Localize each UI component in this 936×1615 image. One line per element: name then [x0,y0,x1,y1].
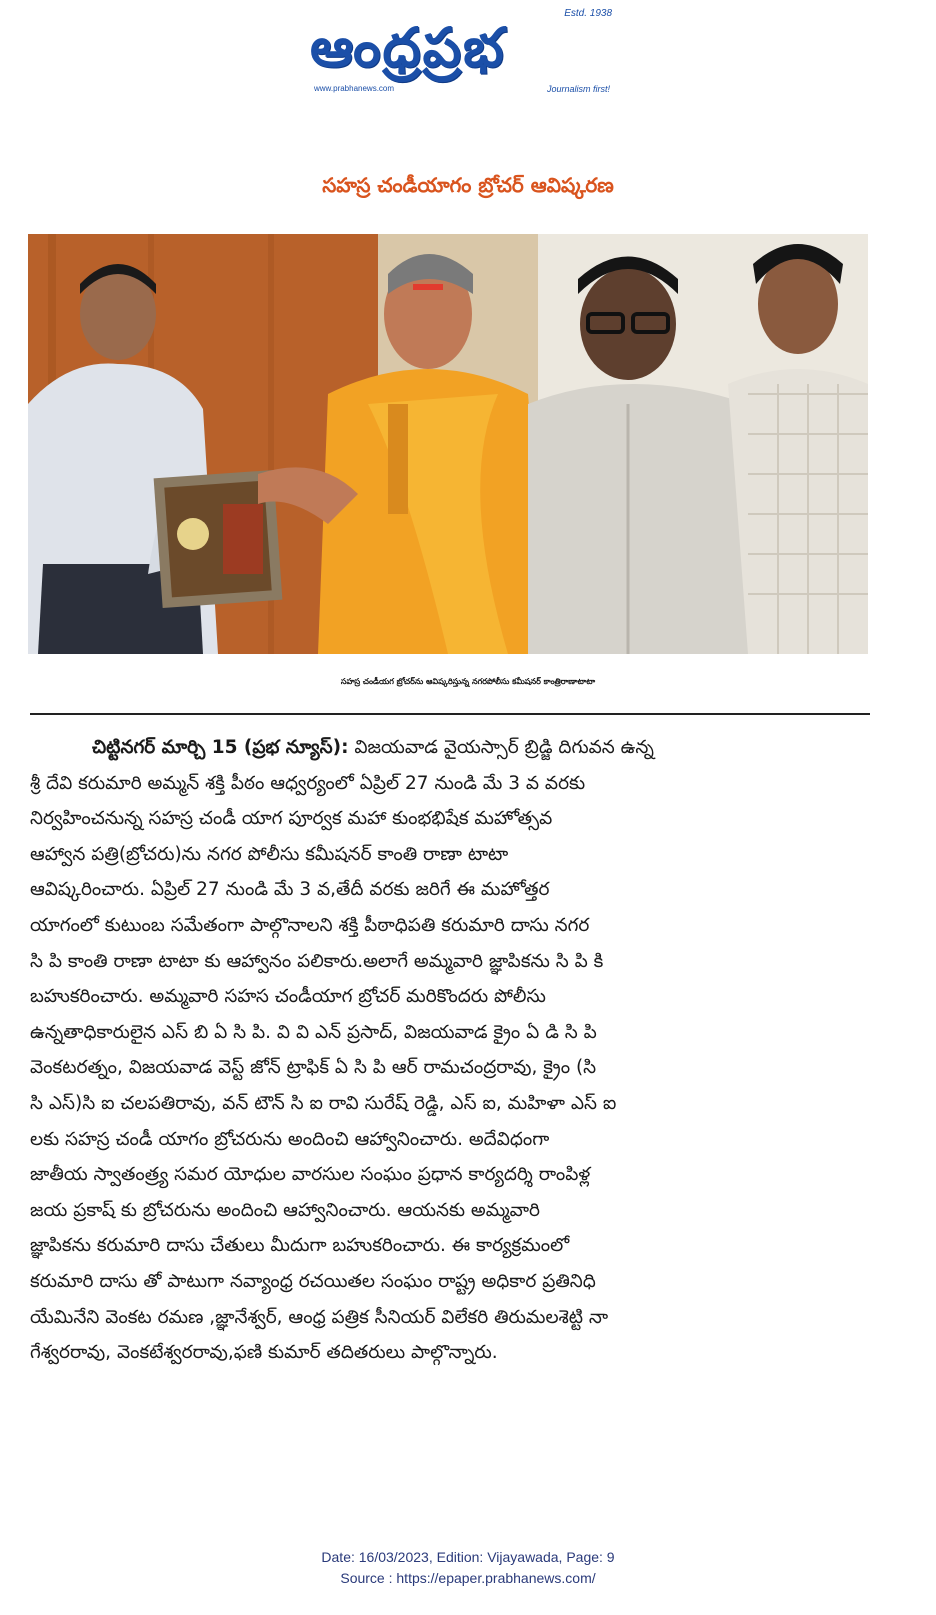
article-line: శ్రీ దేవి కరుమారి అమ్మన్ శక్తి పీఠం ఆధ్వర్యంలో ఏప్రిల్ 27 నుండి మే 3 వ వరకు [30,772,586,794]
article-line: యేమినేని వెంకట రమణ ,జ్ఞానేశ్వర్, ఆంధ్ర పత్రిక సీనియర్ విలేకరి తిరుమలశెట్టి నా [30,1306,609,1328]
page-footer [0,1547,936,1589]
article-line-1 [30,730,875,766]
article-line: నిర్వహించనున్న సహస్ర చండీ యాగ పూర్వక మహా కుంభభిషేక మహోత్సవ [30,808,553,830]
photo-caption: సహస్ర చండీయగ బ్రోచర్‌ను ఆవిష్కరిస్తున్న నగరపోలీసు కమీషనర్ కాంత్రిరాణాటాటా [340,677,596,686]
article-dateline: చిట్టినగర్ మార్చి 15 (ప్రభ న్యూస్): [92,737,349,758]
footer-date-edition: Date: 16/03/2023, Edition: Vijayawada, Page: 9 [321,1549,615,1565]
article-line: ఉన్నతాధికారులైన ఎస్ బి ఏ సి పి. వి వి ఎన్ ప్రసాద్, విజయవాడ క్రైం ఏ డి సి పి [30,1021,597,1043]
masthead-tagline: Journalism first! [546,84,610,94]
article-line: జ్ఞాపికను కరుమారి దాసు చేతులు మీదుగా బహుకరించారు. ఈ కార్యక్రమంలో [30,1235,570,1257]
caption-divider [30,713,870,715]
article-line: బహుకరించారు. అమ్మవారి సహస చండీయాగ బ్రోచర్ మరికొందరు పోలీసు [30,986,546,1008]
article-line: జాతీయ స్వాతంత్ర్య సమర యోధుల వారసుల సంఘం ప్రధాన కార్యదర్శి రాంపిళ్ల [30,1164,591,1186]
article-line: సి ఎస్)సి ఐ చలపతిరావు, వన్ టౌన్ సి ఐ రావి సురేష్ రెడ్డి, ఎస్ ఐ, మహిళా ఎస్ ఐ [30,1092,617,1114]
newspaper-logo: ఆంధ్రప్రభ [310,16,506,79]
newspaper-masthead [300,8,620,93]
photo-illustration [28,234,868,654]
article-line: వెంకటరత్నం, విజయవాడ వెస్ట్ జోన్ ట్రాఫిక్ ఏ సి పి ఆర్ రామచంద్రరావు, క్రైం (సి [30,1057,597,1079]
footer-source-link[interactable]: Source : https://epaper.prabhanews.com/ [340,1570,596,1586]
article-headline: సహస్ర చండీయాగం బ్రోచర్ ఆవిష్కరణ [322,173,614,197]
article-line: లకు సహస్ర చండీ యాగం బ్రోచరును అందించి ఆహ్వానించారు. అదేవిధంగా [30,1128,550,1150]
article-line: సి పి కాంతి రాణా టాటా కు ఆహ్వానం పలికారు.అలాగే అమ్మవారి జ్ఞాపికను సి పి కి [30,950,604,972]
article-line: గేశ్వరరావు, వెంకటేశ్వరరావు,ఫణి కుమార్ తదితరులు పాల్గొన్నారు. [30,1342,498,1364]
article-line: ఆహ్వాన పత్రి(బ్రోచరు)ను నగర పోలీసు కమీషనర్ కాంతి రాణా టాటా [30,843,509,865]
article-line-1-text: విజయవాడ వైయస్సార్ బ్రిడ్జి దిగువన ఉన్న [354,737,654,758]
article-body [30,730,875,1371]
masthead-site: www.prabhanews.com [314,84,395,93]
article-line: జయ ప్రకాష్ కు బ్రోచరును అందించి ఆహ్వానించారు. ఆయనకు అమ్మవారి [30,1199,540,1221]
masthead-estd: Estd. 1938 [564,8,612,19]
news-photo [28,234,868,654]
article-line: ఆవిష్కరించారు. ఏప్రిల్ 27 నుండి మే 3 వ,తేదీ వరకు జరిగే ఈ మహోత్తర [30,879,550,901]
article-line: కరుమారి దాసు తో పాటుగా నవ్యాంధ్ర రచయితల సంఘం రాష్ట్ర అధికార ప్రతినిధి [30,1270,596,1292]
article-line: యాగంలో కుటుంబ సమేతంగా పాల్గొనాలని శక్తి పీఠాధిపతి కరుమారి దాసు నగర [30,914,590,936]
